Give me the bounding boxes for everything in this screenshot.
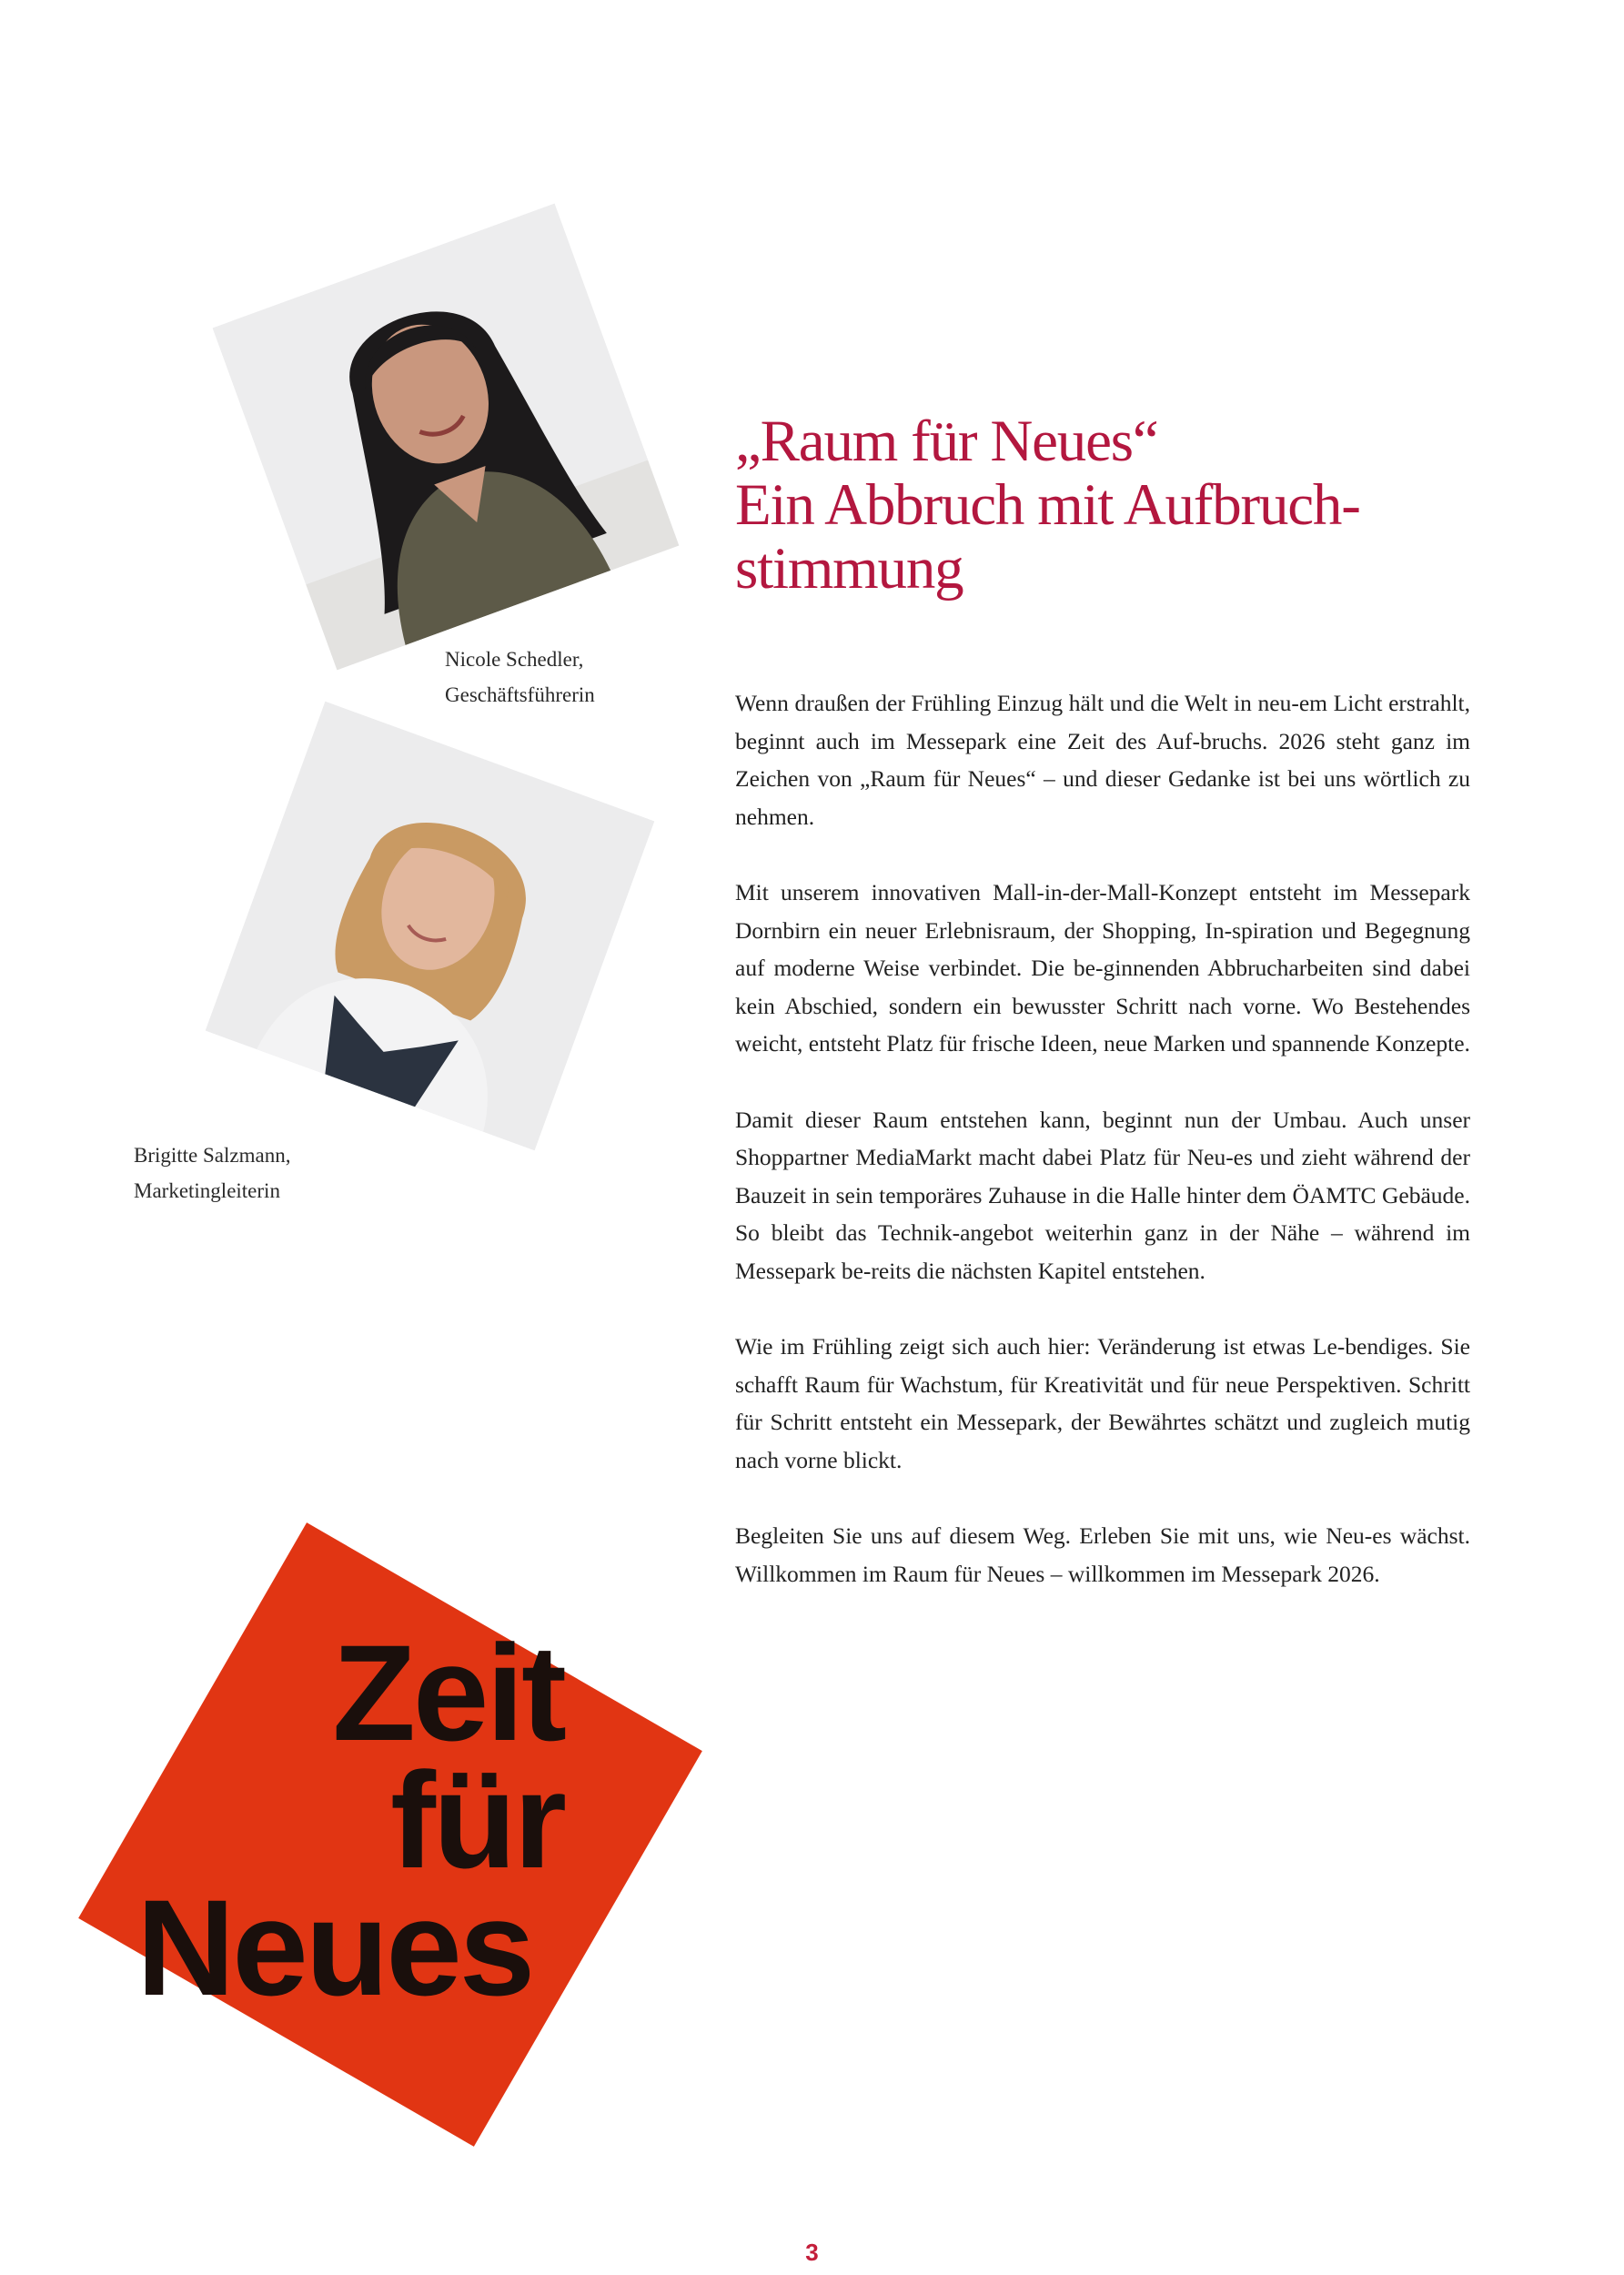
caption-role: Geschäftsführerin xyxy=(445,683,595,706)
headline-line-2: Ein Abbruch mit Aufbruch- xyxy=(735,472,1360,538)
portrait-brigitte-salzmann xyxy=(206,702,654,1150)
body-paragraph: Begleiten Sie uns auf diesem Weg. Erleben Sie mit uns, wie Neu-es wächst. Willkommen im Raum für Neues – willkommen im Messepark 2026. xyxy=(735,1522,1470,1587)
caption-name: Brigitte Salzmann, xyxy=(134,1144,291,1167)
portrait-nicole-schedler xyxy=(213,204,680,671)
caption-nicole xyxy=(445,642,595,713)
body-paragraph: Wie im Frühling zeigt sich auch hier: Veränderung ist etwas Le-bendiges. Sie schafft Raum für Wachstum, für Kreativität und für neue Perspektiven. Schritt für Schritt entsteht ein Messepark, der Bewährtes schätzt und zugleich mutig nach vorne blickt. xyxy=(735,1333,1470,1473)
portrait-brigitte-image xyxy=(206,702,654,1150)
promo-line-1: Zeit xyxy=(332,1616,564,1769)
caption-role: Marketingleiterin xyxy=(134,1179,280,1202)
article-headline xyxy=(735,410,1572,601)
headline-line-3: stimmung xyxy=(735,536,963,602)
promo-slogan xyxy=(136,1616,564,2024)
article-body xyxy=(735,684,1470,1631)
body-paragraph: Mit unserem innovativen Mall-in-der-Mall-Konzept entsteht im Messepark Dornbirn ein neuer Erlebnisraum, der Shopping, In-spiration und Begegnung auf moderne Weise verbindet. Die be-ginnenden Abbrucharbeiten sind dabei kein Abschied, sondern ein bewusster Schritt nach vorne. Wo Bestehendes weicht, entsteht Platz für frische Ideen, neue Marken und spannende Konzepte. xyxy=(735,879,1470,1057)
caption-brigitte xyxy=(134,1138,290,1208)
body-paragraph: Wenn draußen der Frühling Einzug hält und die Welt in neu-em Licht erstrahlt, beginnt auch im Messepark eine Zeit des Auf-bruchs. 2026 steht ganz im Zeichen von „Raum für Neues“ – und dieser Gedanke ist bei uns wörtlich zu nehmen. xyxy=(735,690,1470,830)
body-paragraph: Damit dieser Raum entstehen kann, beginnt nun der Umbau. Auch unser Shoppartner MediaMarkt macht dabei Platz für Neu-es und zieht während der Bauzeit in sein temporäres Zuhause in die Halle hinter dem ÖAMTC Gebäude. So bleibt das Technik-angebot weiterhin ganz in der Nähe – während im Messepark be-reits die nächsten Kapitel entstehen. xyxy=(735,1106,1470,1284)
page-number: 3 xyxy=(805,2239,819,2266)
caption-name: Nicole Schedler, xyxy=(445,648,584,671)
portrait-nicole-image xyxy=(213,204,680,671)
promo-line-2: für xyxy=(390,1744,564,1896)
promo-line-3: Neues xyxy=(136,1871,533,2024)
headline-line-1: „Raum für Neues“ xyxy=(735,409,1158,474)
